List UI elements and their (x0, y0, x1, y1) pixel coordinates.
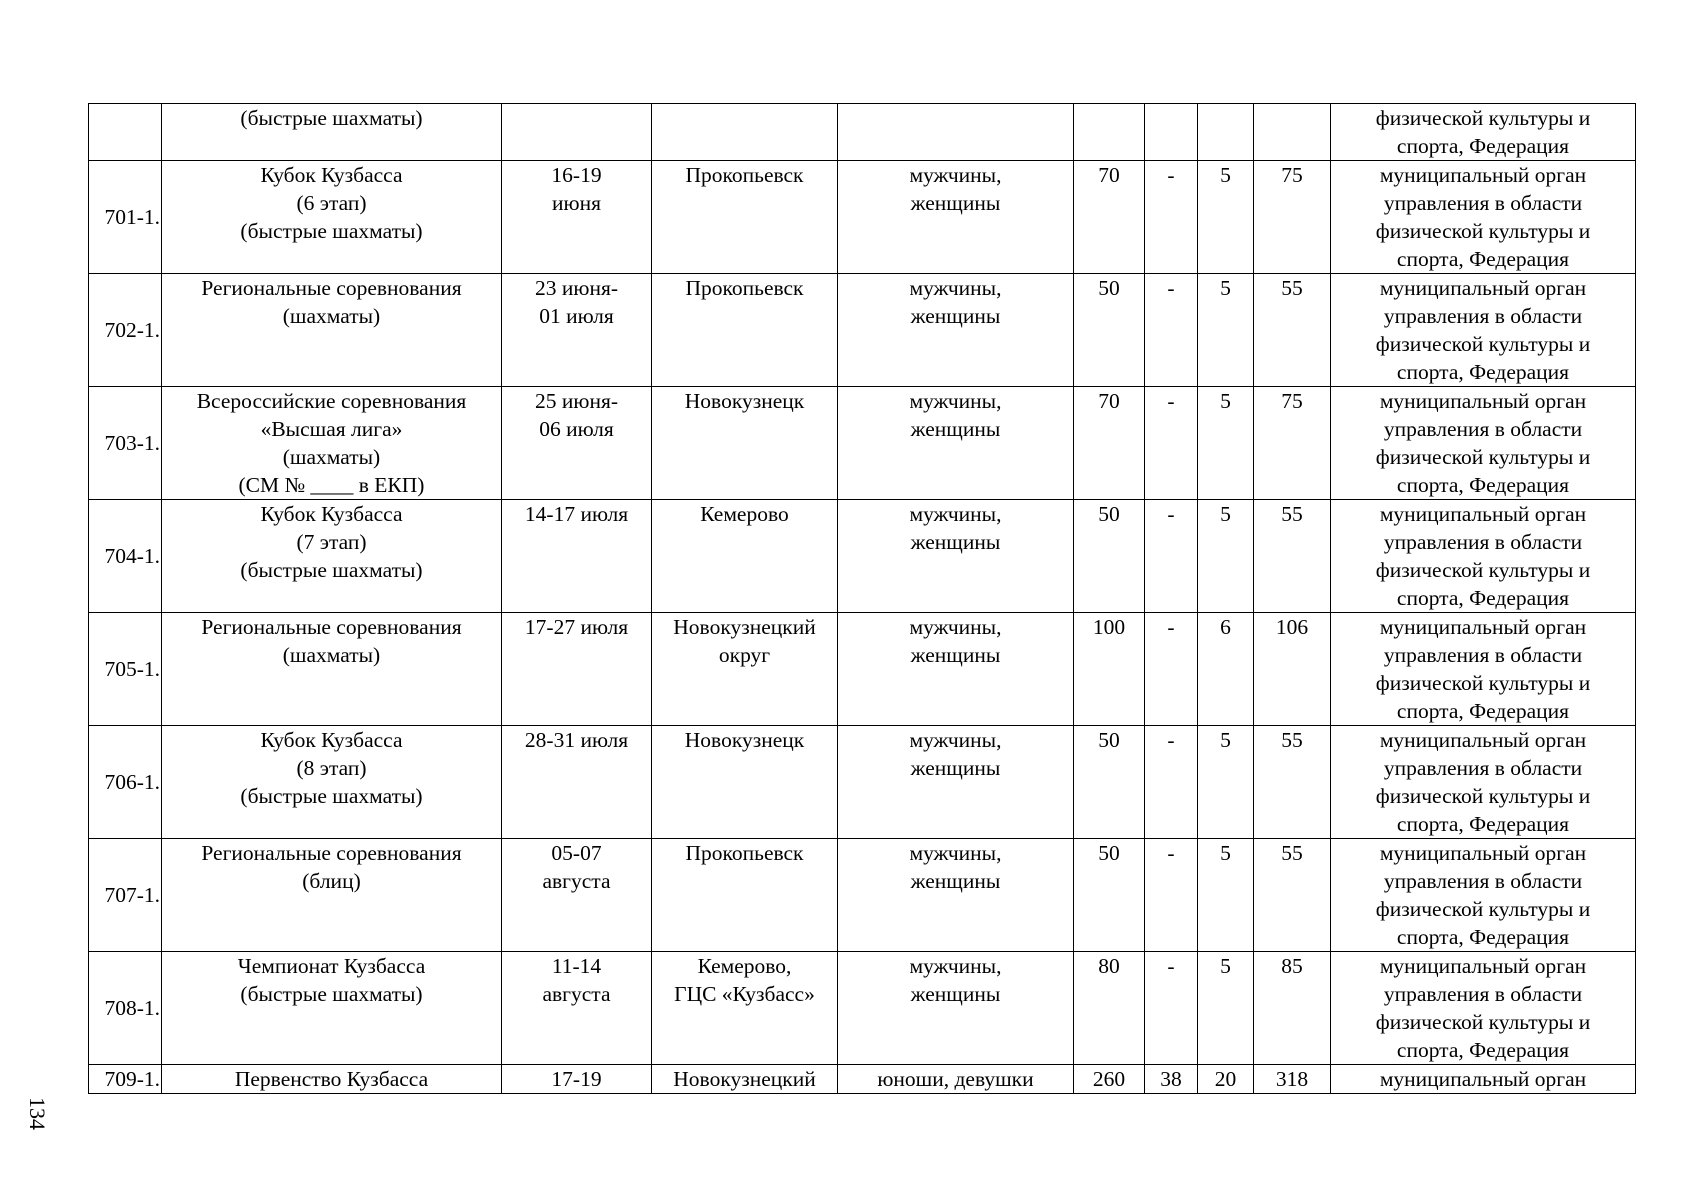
participants-line: женщины (910, 756, 1001, 780)
count-total-cell: 318 (1254, 1065, 1331, 1094)
event-name-cell (162, 1065, 502, 1094)
participants-cell (838, 274, 1074, 387)
table-row (89, 387, 1636, 500)
organizer-line: муниципальный орган (1379, 728, 1587, 752)
count-total-cell: 55 (1254, 839, 1331, 952)
table-row (89, 726, 1636, 839)
organizer-cell (1331, 161, 1636, 274)
participants-line: женщины (910, 191, 1001, 215)
participants-cell (838, 161, 1074, 274)
count-cell-3: 20 (1198, 1065, 1254, 1094)
participants-line: мужчины, (909, 615, 1002, 639)
event-dates-line: 01 июля (539, 304, 614, 328)
event-name-line: (шахматы) (282, 643, 381, 667)
participants-line: женщины (910, 982, 1001, 1006)
participants-line: мужчины, (909, 841, 1002, 865)
organizer-line: муниципальный орган (1379, 163, 1587, 187)
event-dates-line: 14-17 июля (524, 502, 629, 526)
count-cell-2: - (1145, 274, 1198, 387)
count-total-cell: 55 (1254, 500, 1331, 613)
count-cell-1: 50 (1074, 726, 1145, 839)
event-name-line: Региональные соревнования (201, 841, 462, 865)
organizer-line: муниципальный орган (1379, 954, 1587, 978)
event-name-line: Региональные соревнования (201, 276, 462, 300)
event-dates-line: 25 июня- (535, 389, 618, 413)
count-total-cell: 106 (1254, 613, 1331, 726)
event-dates-line: июня (552, 191, 601, 215)
organizer-line: управления в области (1383, 304, 1583, 328)
event-place-cell (652, 387, 838, 500)
event-name-cell (162, 613, 502, 726)
event-name-cell (162, 161, 502, 274)
table-body (89, 104, 1636, 1094)
organizer-line: физической культуры и (1375, 106, 1591, 130)
organizer-line: физической культуры и (1375, 1010, 1591, 1034)
count-cell-2: - (1145, 387, 1198, 500)
event-place-cell (652, 613, 838, 726)
count-cell-2: - (1145, 500, 1198, 613)
event-name-line: (6 этап) (296, 191, 367, 215)
event-dates-cell (502, 500, 652, 613)
event-name-line: Кубок Кузбасса (260, 502, 403, 526)
participants-cell (838, 613, 1074, 726)
event-place-cell (652, 726, 838, 839)
event-name-line: (быстрые шахматы) (240, 784, 423, 808)
event-dates-line: 23 июня- (535, 276, 618, 300)
count-cell-3: 5 (1198, 161, 1254, 274)
page-number: 134 (25, 1097, 50, 1130)
count-cell-1: 70 (1074, 161, 1145, 274)
event-place-cell (652, 274, 838, 387)
event-dates-cell (502, 952, 652, 1065)
participants-line: женщины (910, 530, 1001, 554)
event-place-line: округ (718, 643, 771, 667)
organizer-line: спорта, Федерация (1396, 473, 1570, 497)
organizer-line: муниципальный орган (1379, 276, 1587, 300)
organizer-line: спорта, Федерация (1396, 925, 1570, 949)
organizer-line: управления в области (1383, 417, 1583, 441)
row-number-cell: 703-1. (89, 387, 162, 500)
event-name-line: Кубок Кузбасса (260, 728, 403, 752)
count-total-cell: 75 (1254, 387, 1331, 500)
count-total-cell: 55 (1254, 274, 1331, 387)
event-dates-cell (502, 161, 652, 274)
participants-line: мужчины, (909, 954, 1002, 978)
table-row (89, 104, 1636, 161)
organizer-cell (1331, 500, 1636, 613)
table-row (89, 500, 1636, 613)
events-table (88, 103, 1636, 1094)
organizer-line: физической культуры и (1375, 445, 1591, 469)
event-place-cell (652, 500, 838, 613)
organizer-line: спорта, Федерация (1396, 360, 1570, 384)
participants-cell (838, 726, 1074, 839)
event-place-line: Новокузнецк (684, 389, 805, 413)
participants-line: мужчины, (909, 389, 1002, 413)
event-name-line: Первенство Кузбасса (234, 1067, 429, 1091)
event-dates-cell (502, 104, 652, 161)
organizer-line: спорта, Федерация (1396, 812, 1570, 836)
event-name-line: (шахматы) (282, 445, 381, 469)
event-name-line: (7 этап) (296, 530, 367, 554)
participants-line: мужчины, (909, 163, 1002, 187)
event-name-line: (8 этап) (296, 756, 367, 780)
organizer-cell (1331, 839, 1636, 952)
row-number-cell: 707-1. (89, 839, 162, 952)
count-cell-1: 100 (1074, 613, 1145, 726)
event-place-line: Прокопьевск (685, 276, 804, 300)
event-name-line: «Высшая лига» (260, 417, 403, 441)
event-dates-line: 17-19 (551, 1067, 602, 1091)
event-name-line: Региональные соревнования (201, 615, 462, 639)
event-place-line: Прокопьевск (685, 841, 804, 865)
event-dates-cell (502, 1065, 652, 1094)
event-dates-line: 06 июля (539, 417, 614, 441)
count-cell-1: 50 (1074, 839, 1145, 952)
count-cell-3: 5 (1198, 726, 1254, 839)
participants-line: мужчины, (909, 276, 1002, 300)
participants-cell (838, 839, 1074, 952)
count-total-cell (1254, 104, 1331, 161)
organizer-line: физической культуры и (1375, 558, 1591, 582)
count-cell-3: 5 (1198, 952, 1254, 1065)
event-place-line: Новокузнецкий (673, 1067, 816, 1091)
count-cell-3: 5 (1198, 839, 1254, 952)
row-number-cell: 704-1. (89, 500, 162, 613)
event-name-line: (шахматы) (282, 304, 381, 328)
count-cell-2 (1145, 104, 1198, 161)
table-row (89, 274, 1636, 387)
event-dates-line: 11-14 (551, 954, 602, 978)
event-dates-line: августа (542, 869, 611, 893)
event-place-line: Кемерово, (697, 954, 792, 978)
event-dates-cell (502, 613, 652, 726)
organizer-line: муниципальный орган (1379, 389, 1587, 413)
count-cell-1 (1074, 104, 1145, 161)
event-name-cell (162, 726, 502, 839)
table-row (89, 952, 1636, 1065)
count-cell-2: - (1145, 839, 1198, 952)
row-number-cell: 702-1. (89, 274, 162, 387)
row-number-cell: 705-1. (89, 613, 162, 726)
count-cell-3: 6 (1198, 613, 1254, 726)
event-name-cell (162, 839, 502, 952)
event-name-line: (быстрые шахматы) (240, 106, 423, 130)
count-cell-1: 80 (1074, 952, 1145, 1065)
organizer-cell (1331, 1065, 1636, 1094)
participants-cell (838, 387, 1074, 500)
row-number-cell: 708-1. (89, 952, 162, 1065)
event-name-cell (162, 387, 502, 500)
count-cell-1: 50 (1074, 274, 1145, 387)
participants-line: женщины (910, 643, 1001, 667)
count-cell-1: 260 (1074, 1065, 1145, 1094)
event-place-line: Новокузнецкий (673, 615, 816, 639)
participants-cell (838, 500, 1074, 613)
event-name-line: Кубок Кузбасса (260, 163, 403, 187)
participants-line: женщины (910, 417, 1001, 441)
event-place-cell (652, 104, 838, 161)
table-row (89, 613, 1636, 726)
participants-cell (838, 952, 1074, 1065)
event-place-line: Прокопьевск (685, 163, 804, 187)
event-name-line: (СМ № ____ в ЕКП) (238, 473, 425, 497)
organizer-line: муниципальный орган (1379, 502, 1587, 526)
participants-line: мужчины, (909, 502, 1002, 526)
organizer-line: физической культуры и (1375, 671, 1591, 695)
count-total-cell: 55 (1254, 726, 1331, 839)
organizer-cell (1331, 726, 1636, 839)
organizer-cell (1331, 952, 1636, 1065)
event-place-cell (652, 1065, 838, 1094)
event-name-cell (162, 104, 502, 161)
organizer-cell (1331, 274, 1636, 387)
table-row (89, 161, 1636, 274)
event-place-cell (652, 161, 838, 274)
count-total-cell: 85 (1254, 952, 1331, 1065)
organizer-line: спорта, Федерация (1396, 247, 1570, 271)
event-place-cell (652, 952, 838, 1065)
organizer-line: спорта, Федерация (1396, 699, 1570, 723)
count-cell-2: - (1145, 952, 1198, 1065)
event-name-cell (162, 952, 502, 1065)
event-place-line: Кемерово (700, 502, 789, 526)
organizer-line: физической культуры и (1375, 332, 1591, 356)
organizer-line: управления в области (1383, 756, 1583, 780)
organizer-line: управления в области (1383, 982, 1583, 1006)
event-place-cell (652, 839, 838, 952)
organizer-line: физической культуры и (1375, 219, 1591, 243)
event-place-line: Новокузнецк (684, 728, 805, 752)
count-cell-1: 70 (1074, 387, 1145, 500)
event-dates-cell (502, 726, 652, 839)
participants-line: женщины (910, 304, 1001, 328)
organizer-line: управления в области (1383, 643, 1583, 667)
table-row (89, 839, 1636, 952)
count-cell-2: - (1145, 161, 1198, 274)
participants-line: юноши, девушки (877, 1067, 1034, 1091)
event-dates-line: 16-19 (551, 163, 602, 187)
organizer-line: управления в области (1383, 869, 1583, 893)
participants-line: женщины (910, 869, 1001, 893)
organizer-line: муниципальный орган (1379, 841, 1587, 865)
event-name-line: Всероссийские соревнования (196, 389, 467, 413)
event-dates-line: 05-07 (551, 841, 602, 865)
event-name-line: (быстрые шахматы) (240, 558, 423, 582)
count-cell-2: - (1145, 726, 1198, 839)
count-cell-3: 5 (1198, 387, 1254, 500)
event-dates-line: 17-27 июля (524, 615, 629, 639)
event-name-line: (блиц) (302, 869, 361, 893)
count-cell-3 (1198, 104, 1254, 161)
count-cell-3: 5 (1198, 500, 1254, 613)
row-number-cell: 706-1. (89, 726, 162, 839)
row-number-cell: 709-1. (89, 1065, 162, 1094)
row-number-cell (89, 104, 162, 161)
organizer-line: муниципальный орган (1379, 615, 1587, 639)
event-name-cell (162, 500, 502, 613)
participants-cell (838, 1065, 1074, 1094)
event-dates-line: 28-31 июля (524, 728, 629, 752)
count-total-cell: 75 (1254, 161, 1331, 274)
count-cell-3: 5 (1198, 274, 1254, 387)
organizer-line: управления в области (1383, 191, 1583, 215)
event-dates-line: августа (542, 982, 611, 1006)
organizer-line: спорта, Федерация (1396, 134, 1570, 158)
organizer-line: управления в области (1383, 530, 1583, 554)
count-cell-2: 38 (1145, 1065, 1198, 1094)
organizer-line: муниципальный орган (1379, 1067, 1587, 1091)
organizer-line: спорта, Федерация (1396, 586, 1570, 610)
participants-line: мужчины, (909, 728, 1002, 752)
count-cell-1: 50 (1074, 500, 1145, 613)
event-name-line: (быстрые шахматы) (240, 982, 423, 1006)
event-name-line: (быстрые шахматы) (240, 219, 423, 243)
organizer-cell (1331, 613, 1636, 726)
organizer-line: физической культуры и (1375, 897, 1591, 921)
organizer-line: спорта, Федерация (1396, 1038, 1570, 1062)
event-dates-cell (502, 274, 652, 387)
row-number-cell: 701-1. (89, 161, 162, 274)
event-dates-cell (502, 839, 652, 952)
event-name-line: Чемпионат Кузбасса (237, 954, 426, 978)
participants-cell (838, 104, 1074, 161)
organizer-cell (1331, 387, 1636, 500)
organizer-line: физической культуры и (1375, 784, 1591, 808)
event-place-line: ГЦС «Кузбасс» (674, 982, 815, 1006)
event-name-cell (162, 274, 502, 387)
event-dates-cell (502, 387, 652, 500)
organizer-cell (1331, 104, 1636, 161)
table-row (89, 1065, 1636, 1094)
count-cell-2: - (1145, 613, 1198, 726)
